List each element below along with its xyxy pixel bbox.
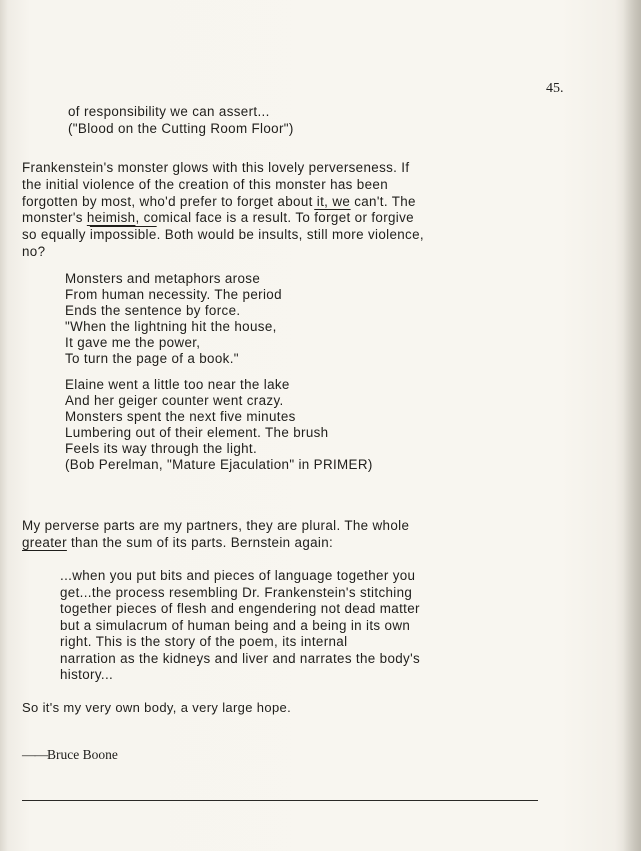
attribution-dash: ——: [22, 747, 47, 762]
paragraph-frankenstein: [22, 160, 424, 261]
poem-citation: (Bob Perelman, "Mature Ejaculation" in PRIMER): [65, 457, 373, 472]
bernstein-quote: [60, 568, 420, 684]
poem-line: And her geiger counter went crazy.: [65, 393, 284, 408]
quote-line: right. This is the story of the poem, its internal: [60, 634, 348, 649]
paragraph-perverse-parts: [22, 518, 409, 552]
bottom-rule: [22, 800, 538, 801]
quote-line: history...: [60, 667, 114, 682]
paragraph-line: the initial violence of the creation of this monster has been: [22, 176, 388, 192]
underlined-word: heimish: [86, 210, 136, 226]
author-name: Bruce Boone: [47, 747, 118, 762]
poem-line: Lumbering out of their element. The brush: [65, 425, 329, 440]
quote-line: narration as the kidneys and liver and narrates the body's: [60, 650, 421, 666]
paragraph-line: no?: [22, 243, 46, 259]
poem-line: Elaine went a little too near the lake: [65, 377, 290, 392]
quote-intro-line: ("Blood on the Cutting Room Floor"): [68, 120, 294, 136]
paragraph-line: so equally impossible. Both would be insults, still more violence,: [22, 227, 424, 243]
poem-line: "When the lightning hit the house,: [65, 319, 277, 334]
closing-sentence: So it's my very own body, a very large hope.: [22, 700, 292, 715]
paragraph-line: Frankenstein's monster glows with this lovely perverseness. If: [22, 160, 410, 175]
quote-intro: [68, 104, 294, 138]
poem-line: Monsters spent the next five minutes: [65, 409, 296, 424]
underlined-word: greater: [22, 534, 67, 550]
overlined-word: forget: [314, 210, 351, 226]
paragraph-line: greater than the sum of its parts. Bernstein again:: [22, 534, 334, 550]
poem-line: Monsters and metaphors arose: [65, 271, 261, 286]
poem-stanza-break: [65, 367, 373, 377]
page-number: 45.: [546, 81, 564, 96]
quote-intro-line: of responsibility we can assert...: [68, 104, 270, 119]
paragraph-line: My perverse parts are my partners, they are plural. The whole: [22, 518, 410, 533]
poem-quote: [65, 271, 373, 473]
page-edge-shadow: [623, 0, 641, 851]
overlined-word: impossible: [89, 227, 157, 243]
quote-line: ...when you put bits and pieces of language together you: [60, 568, 416, 583]
paragraph-line: forgotten by most, who'd prefer to forget about it, we can't. The: [22, 193, 416, 209]
quote-line: together pieces of flesh and engendering not dead matter: [60, 601, 420, 616]
poem-line: Feels its way through the light.: [65, 441, 258, 456]
poem-line: To turn the page of a book.": [65, 351, 239, 366]
underlined-word: we: [332, 193, 351, 209]
poem-line: Ends the sentence by force.: [65, 303, 241, 318]
quote-line: get...the process resembling Dr. Frankenstein's stitching: [60, 584, 413, 600]
poem-line: From human necessity. The period: [65, 287, 282, 302]
paragraph-line: monster's heimish, comical face is a result. To forget or forgive: [22, 210, 414, 226]
poem-line: It gave me the power,: [65, 335, 201, 350]
quote-line: but a simulacrum of human being and a being in its own: [60, 617, 411, 633]
author-attribution: [22, 747, 118, 763]
